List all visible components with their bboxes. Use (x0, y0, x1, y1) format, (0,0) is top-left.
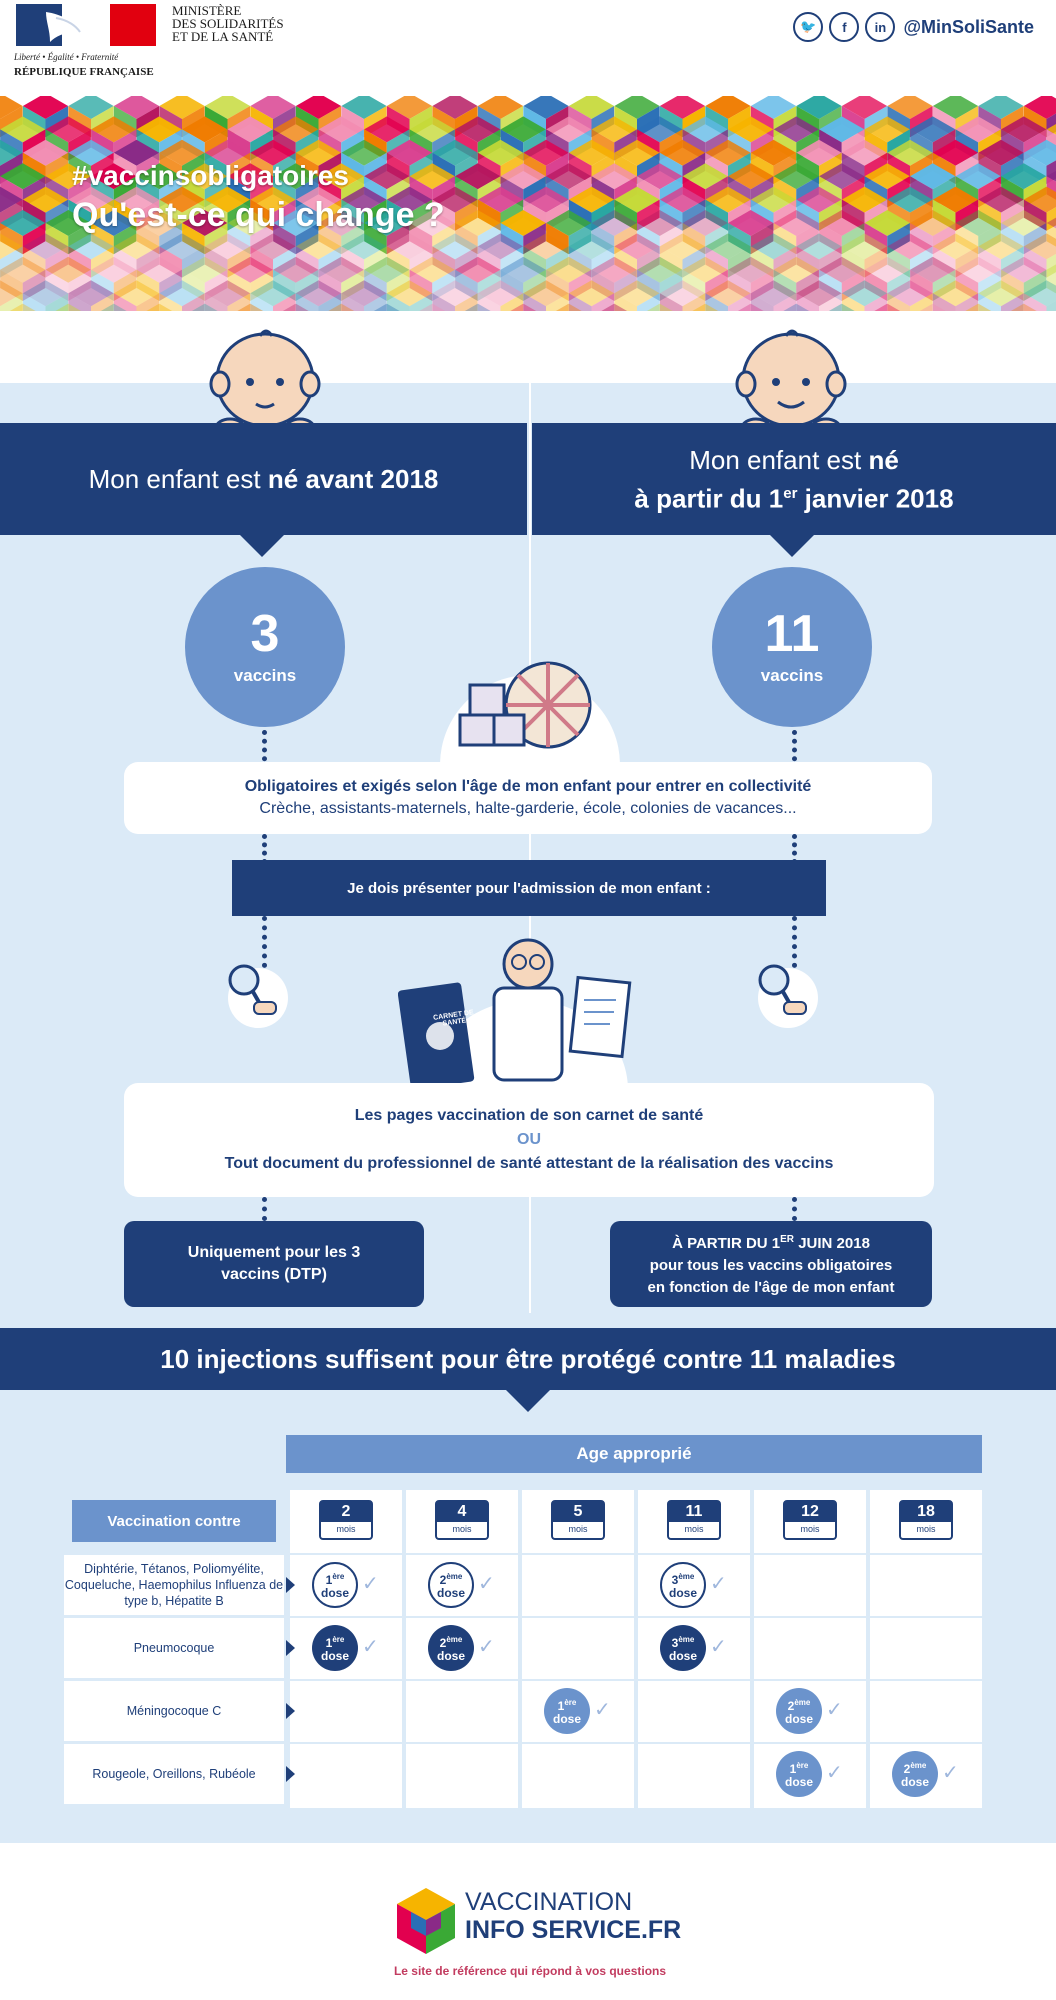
dose-ordinal: ème (446, 1635, 463, 1644)
dose-number: 2 (787, 1699, 795, 1713)
magnifier-left-icon (220, 960, 290, 1030)
left-count-unit: vaccins (233, 666, 297, 685)
syringe-check-icon: ✓ (942, 1762, 959, 1784)
dose-ordinal: ère (332, 1572, 345, 1581)
dose-ordinal: ème (910, 1761, 927, 1770)
left-final-box: Uniquement pour les 3 vaccins (DTP) (124, 1221, 424, 1307)
dose-number: 1 (557, 1699, 565, 1713)
toys-illustration-icon (430, 645, 630, 765)
age-number: 12 (785, 1502, 835, 1522)
age-number: 4 (437, 1502, 487, 1522)
syringe-check-icon: ✓ (826, 1699, 843, 1721)
documents-box (124, 1083, 934, 1197)
documents-line-2: Tout document du professionnel de santé attestant de la réalisation des vaccins (224, 1155, 834, 1172)
dose-ordinal-line (790, 1759, 809, 1776)
dose-badge (428, 1625, 474, 1671)
hashtag-title: #vaccinsobligatoires (72, 160, 350, 191)
right-vaccine-count (712, 567, 872, 727)
syringe-check-icon: ✓ (362, 1573, 379, 1595)
right-final-suffix: JUIN 2018 (794, 1235, 870, 1252)
right-final-line-2: pour tous les vaccins obligatoires (649, 1257, 893, 1274)
right-final-line-3: en fonction de l'âge de mon enfant (647, 1279, 895, 1296)
dose-ordinal: ère (332, 1635, 345, 1644)
magnifier-right-icon (750, 960, 820, 1030)
devise: Liberté • Égalité • Fraternité (14, 52, 119, 62)
dose-word: dose (668, 1586, 697, 1600)
dose-number: 3 (671, 1573, 679, 1587)
dose-word: dose (436, 1649, 465, 1663)
age-calendar-18 (899, 1500, 953, 1540)
right-final-prefix: À PARTIR DU 1 (672, 1235, 781, 1252)
right-title-line2-sup: er (783, 484, 798, 502)
dose-ordinal: ème (678, 1635, 695, 1644)
left-header-notch (240, 535, 284, 557)
dose-word: dose (320, 1586, 349, 1600)
right-count-unit: vaccins (760, 666, 824, 685)
dose-ordinal-line (440, 1570, 463, 1587)
left-connector-4 (262, 1197, 267, 1221)
age-unit: mois (568, 1524, 588, 1534)
dose-ordinal-line (558, 1696, 577, 1713)
row-arrow (286, 1703, 295, 1719)
age-number: 18 (901, 1502, 951, 1522)
age-calendar-4 (435, 1500, 489, 1540)
dose-ordinal-line (326, 1633, 345, 1650)
left-vaccine-count (185, 567, 345, 727)
baby-right-icon (726, 320, 856, 440)
marianne-logo-icon (16, 4, 156, 46)
right-header-notch (770, 535, 814, 557)
syringe-check-icon: ✓ (710, 1573, 727, 1595)
vaccine-row-label: Méningocoque C (64, 1681, 284, 1741)
dose-number: 2 (903, 1762, 911, 1776)
right-connector-4 (792, 1197, 797, 1221)
right-count-number: 11 (764, 605, 820, 663)
social-links (793, 12, 1034, 42)
dose-number: 3 (671, 1636, 679, 1650)
dose-number: 1 (789, 1762, 797, 1776)
band-notch (506, 1390, 550, 1412)
dose-badge (892, 1751, 938, 1797)
ministry-line-1: MINISTÈRE (172, 3, 242, 18)
right-title-line2-suffix: janvier 2018 (797, 483, 954, 514)
dose-number: 2 (439, 1573, 447, 1587)
facebook-icon[interactable]: f (829, 12, 859, 42)
right-column-header (532, 423, 1056, 535)
age-number: 11 (669, 1502, 719, 1522)
row-arrow (286, 1640, 295, 1656)
vaccination-info-service-logo-icon (393, 1886, 459, 1956)
linkedin-icon[interactable]: in (865, 12, 895, 42)
collectivite-box (124, 762, 932, 834)
dose-word: dose (668, 1649, 697, 1663)
left-count-number: 3 (250, 605, 280, 663)
syringe-check-icon: ✓ (478, 1636, 495, 1658)
age-calendar-5 (551, 1500, 605, 1540)
injections-band: 10 injections suffisent pour être protégé contre 11 maladies (0, 1328, 1056, 1390)
left-title-plain: Mon enfant est (88, 464, 268, 494)
dose-badge (428, 1562, 474, 1608)
ministry-name (172, 4, 284, 43)
age-calendar-2 (319, 1500, 373, 1540)
dose-badge (312, 1625, 358, 1671)
syringe-check-icon: ✓ (826, 1762, 843, 1784)
age-number: 2 (321, 1502, 371, 1522)
age-calendar-11 (667, 1500, 721, 1540)
dose-badge (312, 1562, 358, 1608)
age-calendar-12 (783, 1500, 837, 1540)
ministry-line-3: ET DE LA SANTÉ (172, 29, 274, 44)
vaccine-row-label: Diphtérie, Tétanos, Poliomyélite, Coqueluche, Haemophilus Influenza de type b, Hépatite B (64, 1555, 284, 1615)
dose-word: dose (900, 1775, 929, 1789)
dose-badge (776, 1751, 822, 1797)
vaccine-row-label: Rougeole, Oreillons, Rubéole (64, 1744, 284, 1804)
age-unit: mois (336, 1524, 356, 1534)
vaccination-header: Vaccination contre (72, 1500, 276, 1542)
age-unit: mois (916, 1524, 936, 1534)
documents-line-1: Les pages vaccination de son carnet de santé (354, 1107, 704, 1124)
dose-word: dose (784, 1775, 813, 1789)
row-arrow (286, 1766, 295, 1782)
republique-francaise: RÉPUBLIQUE FRANÇAISE (14, 66, 154, 78)
dose-ordinal: ème (794, 1698, 811, 1707)
left-column-header (0, 423, 527, 535)
age-unit: mois (684, 1524, 704, 1534)
right-final-box (610, 1221, 932, 1307)
booklet-label: CARNET DE SANTÉ (432, 1009, 475, 1028)
dose-ordinal: ème (678, 1572, 695, 1581)
vaccine-row-label: Pneumocoque (64, 1618, 284, 1678)
dose-badge (660, 1625, 706, 1671)
social-handle[interactable]: @MinSoliSante (903, 16, 1034, 37)
syringe-check-icon: ✓ (362, 1636, 379, 1658)
dose-word: dose (552, 1712, 581, 1726)
age-unit: mois (800, 1524, 820, 1534)
collectivite-line-2: Crèche, assistants-maternels, halte-garderie, école, colonies de vacances... (259, 800, 797, 817)
collectivite-line-1: Obligatoires et exigés selon l'âge de mon enfant pour entrer en collectivité (244, 778, 812, 795)
dose-badge (544, 1688, 590, 1734)
admission-bar: Je dois présenter pour l'admission de mon enfant : (232, 860, 826, 916)
dose-ordinal-line (904, 1759, 927, 1776)
baby-left-icon (200, 320, 330, 440)
dose-ordinal-line (672, 1633, 695, 1650)
dose-ordinal: ère (796, 1761, 809, 1770)
dose-badge (776, 1688, 822, 1734)
doctor-illustration-icon (398, 930, 648, 1090)
dose-ordinal-line (672, 1570, 695, 1587)
left-title-bold: né avant 2018 (267, 464, 439, 494)
dose-badge (660, 1562, 706, 1608)
brand-line-1[interactable]: VACCINATION (465, 1888, 633, 1916)
dose-ordinal-line (326, 1570, 345, 1587)
dose-ordinal-line (788, 1696, 811, 1713)
ministry-line-2: DES SOLIDARITÉS (172, 16, 284, 31)
page-title: Qu'est-ce qui change ? (72, 196, 445, 234)
dose-number: 1 (325, 1573, 333, 1587)
age-number: 5 (553, 1502, 603, 1522)
right-title-bold: né (868, 444, 899, 475)
dose-number: 1 (325, 1636, 333, 1650)
row-arrow (286, 1577, 295, 1593)
right-final-sup: ER (780, 1234, 795, 1245)
age-header: Age approprié (286, 1435, 982, 1473)
dose-ordinal: ème (446, 1572, 463, 1581)
brand-line-2[interactable]: INFO SERVICE.FR (465, 1916, 682, 1944)
dose-word: dose (320, 1649, 349, 1663)
footer-tagline: Le site de référence qui répond à vos questions (393, 1964, 667, 1978)
dose-number: 2 (439, 1636, 447, 1650)
dose-ordinal-line (440, 1633, 463, 1650)
syringe-check-icon: ✓ (594, 1699, 611, 1721)
dose-ordinal: ère (564, 1698, 577, 1707)
syringe-check-icon: ✓ (710, 1636, 727, 1658)
right-title-plain: Mon enfant est (689, 444, 869, 475)
documents-or: OU (517, 1131, 541, 1148)
dose-word: dose (436, 1586, 465, 1600)
age-unit: mois (452, 1524, 472, 1534)
right-title-line2-prefix: à partir du 1 (634, 483, 784, 514)
syringe-check-icon: ✓ (478, 1573, 495, 1595)
twitter-icon[interactable]: 🐦 (793, 12, 823, 42)
dose-word: dose (784, 1712, 813, 1726)
